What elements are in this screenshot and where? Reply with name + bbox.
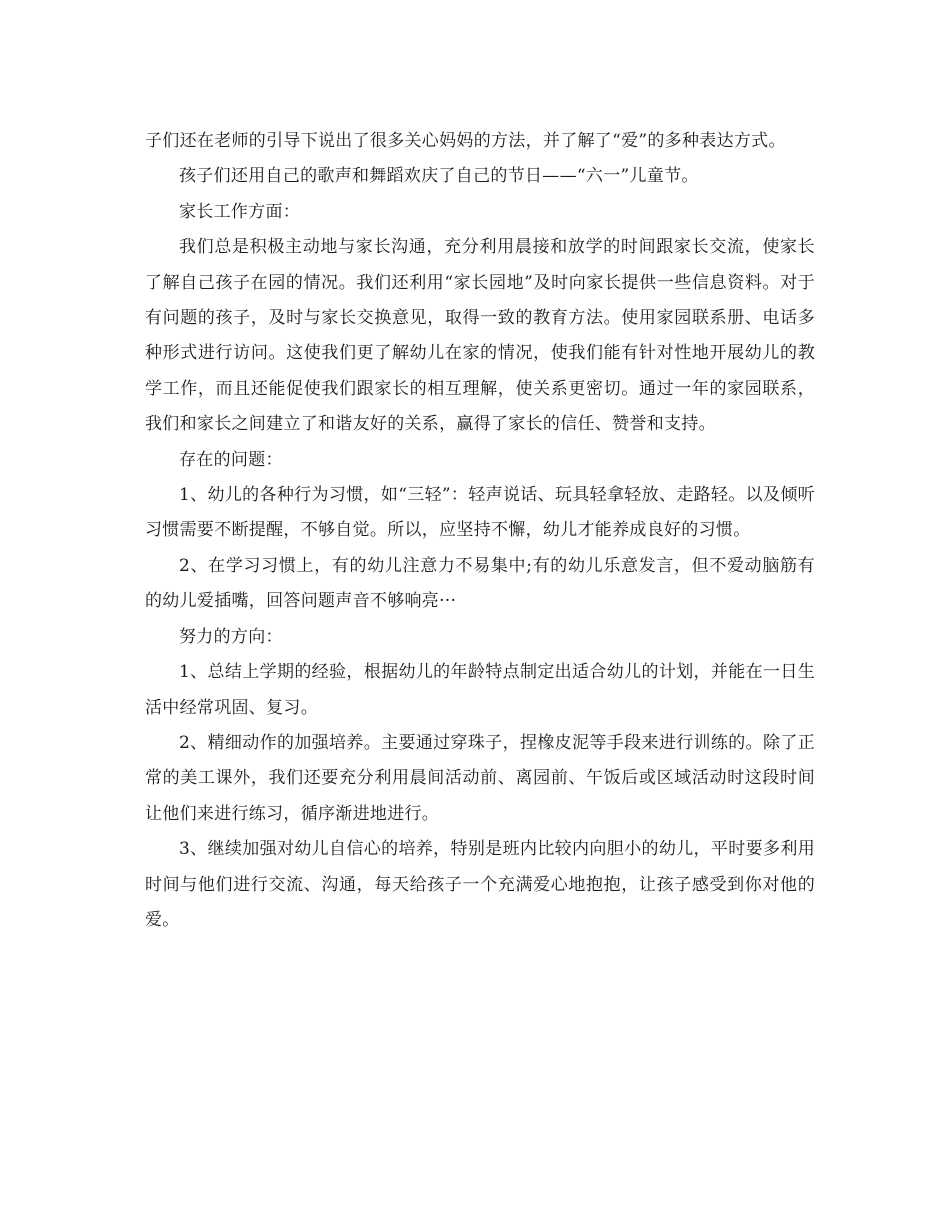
paragraph-children-day: 孩子们还用自己的歌声和舞蹈欢庆了自己的节日——“六一”儿童节。 — [179, 166, 699, 187]
paragraph-direction-1: 1、总结上学期的经验，根据幼儿的年龄特点制定出适合幼儿的计划，并能在一日生活中经常巩固、复习。 — [145, 662, 815, 718]
section-heading-direction: 努力的方向： — [179, 626, 283, 647]
paragraph-direction-2: 2、精细动作的加强培养。主要通过穿珠子，捏橡皮泥等手段来进行训练的。除了正常的美工课外，我们还要充分利用晨间活动前、离园前、午饭后或区域活动时这段时间让他们来进行练习，循序渐进地进行。 — [145, 732, 815, 824]
section-heading-problems: 存在的问题： — [179, 449, 283, 470]
paragraph-problem-1: 1、幼儿的各种行为习惯，如“三轻”：轻声说话、玩具轻拿轻放、走路轻。以及倾听习惯需要不断提醒，不够自觉。所以，应坚持不懈，幼儿才能养成良好的习惯。 — [145, 485, 815, 541]
section-heading-parent-work: 家长工作方面： — [179, 201, 301, 222]
paragraph-continuation: 子们还在老师的引导下说出了很多关心妈妈的方法，并了解了“爱”的多种表达方式。 — [145, 131, 786, 151]
document-body — [145, 124, 815, 938]
paragraph-problem-2: 2、在学习习惯上，有的幼儿注意力不易集中;有的幼儿乐意发言，但不爱动脑筋有的幼儿爱插嘴，回答问题声音不够响亮··· — [145, 555, 815, 612]
paragraph-parent-communication: 我们总是积极主动地与家长沟通，充分利用晨接和放学的时间跟家长交流，使家长了解自己孩子在园的情况。我们还利用“家长园地”及时向家长提供一些信息资料。对于有问题的孩子，及时与家长交换意见，取得一致的教育方法。使用家园联系册、电话多种形式进行访问。这使我们更了解幼儿在家的情况，使我们能有针对性地开展幼儿的教学工作，而且还能促使我们跟家长的相互理解，使关系更密切。通过一年的家园联系，我们和家长之间建立了和谐友好的关系，赢得了家长的信任、赞誉和支持。 — [145, 237, 815, 435]
paragraph-direction-3: 3、继续加强对幼儿自信心的培养，特别是班内比较内向胆小的幼儿，平时要多利用时间与他们进行交流、沟通，每天给孩子一个充满爱心地抱抱，让孩子感受到你对他的爱。 — [145, 839, 815, 930]
